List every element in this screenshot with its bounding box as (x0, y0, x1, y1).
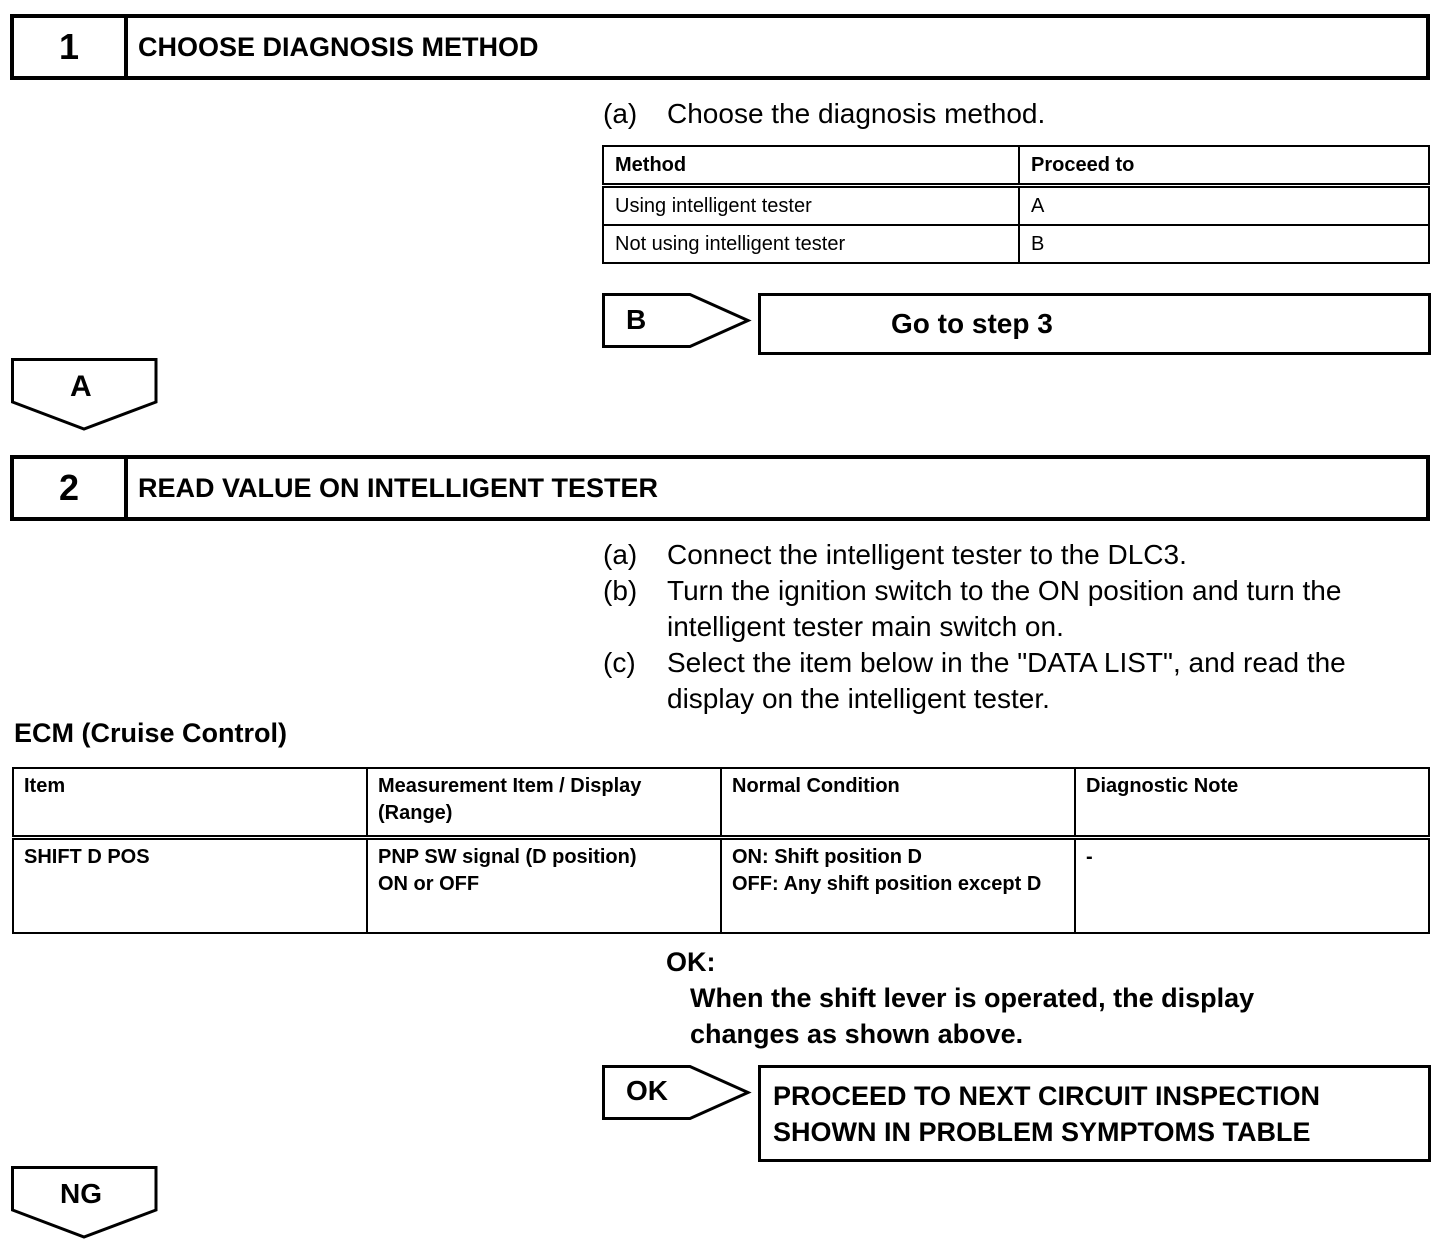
step-2-title: READ VALUE ON INTELLIGENT TESTER (138, 472, 659, 503)
table-row (603, 225, 1429, 263)
table-cell: Using intelligent tester (603, 186, 1019, 226)
normal-condition-line: ON: Shift position D (732, 846, 922, 868)
table-cell-measurement (367, 838, 721, 934)
branch-b-arrow-icon (602, 293, 752, 349)
branch-b-label: B (626, 304, 647, 335)
go-to-step-3-text: Go to step 3 (891, 308, 1053, 339)
instruction-label: (c) (603, 647, 636, 678)
step-1-title: CHOOSE DIAGNOSIS METHOD (138, 31, 539, 62)
table-header-cell: Proceed to (1019, 146, 1429, 186)
table-header-row (13, 768, 1429, 838)
branch-ok-label: OK (626, 1075, 668, 1106)
instruction-text: Choose the diagnosis method. (667, 98, 1046, 129)
continue-ng-label: NG (60, 1178, 102, 1209)
proceed-text-line: PROCEED TO NEXT CIRCUIT INSPECTION (773, 1081, 1321, 1111)
table-header-cell: Method (603, 146, 1019, 186)
ok-text-line: changes as shown above. (690, 1019, 1024, 1049)
ok-criteria (666, 944, 1254, 1052)
measurement-line: ON or OFF (378, 873, 480, 895)
normal-condition-line: OFF: Any shift position except D (732, 873, 1042, 895)
proceed-text-line: SHOWN IN PROBLEM SYMPTOMS TABLE (773, 1117, 1311, 1147)
continue-a-label: A (70, 370, 92, 403)
section-title: ECM (Cruise Control) (14, 718, 287, 748)
proceed-next-circuit-box (758, 1065, 1431, 1162)
table-header-cell: Item (13, 768, 367, 838)
table-cell-item: SHIFT D POS (13, 838, 367, 934)
table-cell: Not using intelligent tester (603, 225, 1019, 263)
instruction-item (603, 96, 1423, 132)
instruction-label: (a) (603, 98, 638, 129)
instruction-item (603, 573, 1423, 645)
instruction-text: Connect the intelligent tester to the DLC3. (667, 539, 1187, 570)
measurement-line: PNP SW signal (D position) (378, 846, 637, 868)
data-list-table (12, 767, 1430, 934)
ok-text-line: When the shift lever is operated, the display (690, 983, 1255, 1013)
step-1-instructions (603, 96, 1423, 132)
go-to-step-3-box (758, 293, 1431, 355)
table-cell: A (1019, 186, 1429, 226)
table-row (13, 838, 1429, 934)
table-cell: B (1019, 225, 1429, 263)
instruction-text: Select the item below in the "DATA LIST", and read the display on the intelligent tester. (667, 647, 1346, 714)
table-cell-normal-condition (721, 838, 1075, 934)
table-header-cell: Diagnostic Note (1075, 768, 1429, 838)
table-row (603, 186, 1429, 226)
table-header-row (603, 146, 1429, 186)
instruction-label: (a) (603, 539, 638, 570)
branch-ok-arrow-icon (602, 1065, 752, 1121)
instruction-item (603, 537, 1423, 573)
step-1-number: 1 (14, 18, 128, 76)
method-table (602, 145, 1430, 264)
instruction-item (603, 645, 1423, 717)
step-1-header (10, 14, 1430, 80)
instruction-label: (b) (603, 575, 638, 606)
ok-heading: OK: (666, 947, 716, 977)
table-header-cell: Measurement Item / Display (Range) (367, 768, 721, 838)
step-2-instructions (603, 537, 1423, 717)
table-header-cell: Normal Condition (721, 768, 1075, 838)
instruction-text: Turn the ignition switch to the ON position and turn the intelligent tester main switch on. (667, 575, 1342, 642)
table-cell-note: - (1075, 838, 1429, 934)
step-2-number: 2 (14, 459, 128, 517)
step-2-header (10, 455, 1430, 521)
